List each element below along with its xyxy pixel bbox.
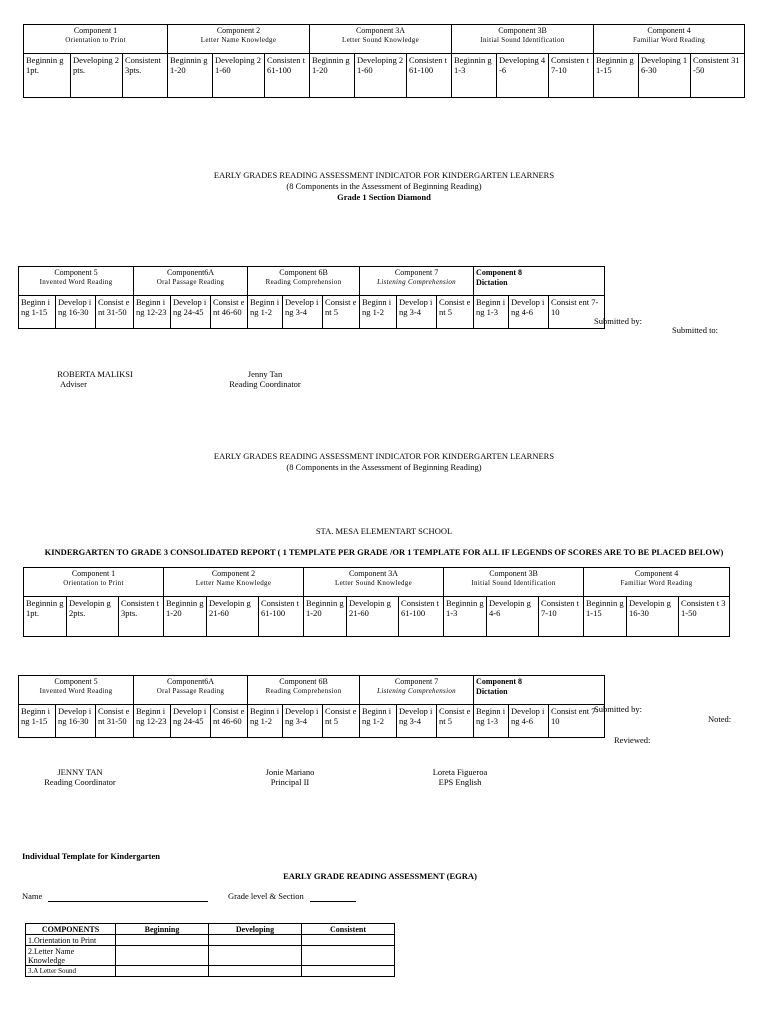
section1-subtitle: (8 Components in the Assessment of Beginning Reading): [286, 181, 482, 191]
component-6a-header: Component6A Oral Passage Reading: [134, 267, 248, 296]
component-3a-header: Component 3A Letter Sound Knowledge: [304, 568, 444, 597]
signatory-role: Principal II: [270, 777, 310, 787]
score-cell: Consisten t 7-10: [539, 597, 584, 637]
score-cell: Consist ent 31-50: [96, 705, 134, 738]
component-1-header: Component 1 Orientation to Print: [24, 568, 164, 597]
submitted-by-label: Submitted by:: [594, 704, 642, 714]
score-cell: Consist ent 31-50: [96, 296, 134, 329]
egra-row: [26, 966, 395, 977]
section1-title: EARLY GRADES READING ASSESSMENT INDICATOR FOR KINDERGARTEN LEARNERS: [213, 170, 555, 180]
signatory-coordinator: [25, 767, 135, 787]
component-table-4: [18, 675, 605, 738]
name-field[interactable]: [22, 891, 208, 902]
egra-header-consistent: Consistent: [302, 924, 395, 935]
score-cell: Consisten t 61-100: [265, 54, 310, 98]
signatory-role: Reading Coordinator: [229, 379, 301, 389]
signatory-name: ROBERTA MALIKSI: [57, 369, 133, 379]
score-cell: Develop ing 4-6: [509, 296, 549, 329]
score-cell: Consisten t 61-100: [259, 597, 304, 637]
component-header-row: [19, 676, 605, 705]
score-row: [24, 597, 730, 637]
score-cell: Consisten t 61-100: [399, 597, 444, 637]
component-1-header: Component 1 Orientation to Print: [24, 25, 168, 54]
score-cell: Beginnin g 1-20: [164, 597, 207, 637]
score-cell: Consist ent 46-60: [211, 296, 248, 329]
egra-input-cell[interactable]: [209, 935, 302, 946]
score-cell: Developing 21-60: [213, 54, 265, 98]
component-6b-header: Component 6B Reading Comprehension: [248, 676, 360, 705]
name-label: Name: [22, 891, 43, 901]
section1-grade: Grade 1 Section Diamond: [337, 192, 431, 202]
score-row: [24, 54, 745, 98]
score-cell: Consist ent 7-10: [549, 705, 605, 738]
score-row: [19, 705, 605, 738]
score-cell: Beginn ing 1-3: [474, 296, 509, 329]
component-5-header: Component 5 Invented Word Reading: [19, 676, 134, 705]
score-cell: Consisten t 7-10: [549, 54, 594, 98]
score-cell: Consist ent 5: [323, 705, 360, 738]
egra-input-cell[interactable]: [116, 935, 209, 946]
signatory-principal: [240, 767, 340, 787]
score-cell: Beginn ing 12-23: [134, 296, 171, 329]
score-cell: Beginnin g 1-15: [594, 54, 639, 98]
individual-template-label: Individual Template for Kindergarten: [22, 851, 160, 861]
signatory-name: Jenny Tan: [247, 369, 283, 379]
score-cell: Developing 4-6: [497, 54, 549, 98]
score-cell: Developin g 2pts.: [67, 597, 119, 637]
score-row: [19, 296, 605, 329]
component-table-2: [18, 266, 605, 329]
egra-component-label: 3.A Letter Sound: [26, 966, 116, 977]
score-cell: Developin g 16-30: [627, 597, 679, 637]
component-table-3: [23, 567, 730, 637]
component-6b-header: Component 6B Reading Comprehension: [248, 267, 360, 296]
signatory-adviser: [40, 369, 150, 389]
component-2-header: Component 2 Letter Name Knowledge: [164, 568, 304, 597]
signatory-eps: [410, 767, 510, 787]
score-cell: Develop ing 16-30: [56, 705, 96, 738]
component-7-header: Component 7 Listening Comprehension: [360, 676, 474, 705]
egra-row: [26, 946, 395, 966]
score-cell: Beginn ing 12-23: [134, 705, 171, 738]
egra-input-cell[interactable]: [302, 946, 395, 966]
component-header-row: [19, 267, 605, 296]
component-8-header: Component 8 Dictation: [474, 676, 605, 705]
egra-header-beginning: Beginning: [116, 924, 209, 935]
score-cell: Develop ing 4-6: [509, 705, 549, 738]
signatory-role: EPS English: [438, 777, 482, 787]
component-header-row: [24, 25, 745, 54]
school-name: STA. MESA ELEMENTART SCHOOL: [315, 526, 453, 536]
egra-input-cell[interactable]: [209, 946, 302, 966]
signatory-name: JENNY TAN: [57, 767, 103, 777]
score-cell: Beginnin g 1-15: [584, 597, 627, 637]
component-4-header: Component 4 Familiar Word Reading: [594, 25, 745, 54]
signatory-name: Jonie Mariano: [265, 767, 315, 777]
score-cell: Consist ent 5: [437, 296, 474, 329]
score-cell: Developin g 4-6: [487, 597, 539, 637]
signatory-name: Loreta Figueroa: [432, 767, 488, 777]
egra-title: EARLY GRADE READING ASSESSMENT (EGRA): [283, 871, 477, 881]
score-cell: Develop ing 24-45: [171, 296, 211, 329]
score-cell: Beginnin g 1-20: [304, 597, 347, 637]
score-cell: Consistent 31-50: [691, 54, 745, 98]
score-cell: Beginnin g 1-3: [444, 597, 487, 637]
section2-subtitle: (8 Components in the Assessment of Beginning Reading): [286, 462, 482, 472]
score-cell: Beginn ing 1-2: [360, 296, 397, 329]
score-cell: Consist ent 46-60: [211, 705, 248, 738]
score-cell: Beginn ing 1-2: [248, 296, 283, 329]
score-cell: Consist ent 5: [323, 296, 360, 329]
score-cell: Beginn ing 1-3: [474, 705, 509, 738]
score-cell: Develop ing 3-4: [397, 705, 437, 738]
score-cell: Develop ing 24-45: [171, 705, 211, 738]
component-3b-header: Component 3B Initial Sound Identification: [452, 25, 594, 54]
component-3b-header: Component 3B Initial Sound Identification: [444, 568, 584, 597]
noted-label: Noted:: [708, 714, 732, 724]
score-cell: Beginnin g 1-3: [452, 54, 497, 98]
egra-header-row: [26, 924, 395, 935]
egra-header-components: COMPONENTS: [26, 924, 116, 935]
submitted-by-label: Submitted by:: [594, 316, 642, 326]
score-cell: Develop ing 3-4: [397, 296, 437, 329]
section2-title: EARLY GRADES READING ASSESSMENT INDICATOR FOR KINDERGARTEN LEARNERS: [213, 451, 555, 461]
score-cell: Beginnin g 1pt.: [24, 597, 67, 637]
egra-component-label: 1.Orientation to Print: [26, 935, 116, 946]
score-cell: Developing 21-60: [355, 54, 407, 98]
score-cell: Consistent 3pts.: [123, 54, 168, 98]
score-cell: Consist ent 5: [437, 705, 474, 738]
component-table-1: [23, 24, 745, 98]
component-4-header: Component 4 Familiar Word Reading: [584, 568, 730, 597]
reviewed-label: Reviewed:: [614, 735, 651, 745]
component-2-header: Component 2 Letter Name Knowledge: [168, 25, 310, 54]
score-cell: Develop ing 3-4: [283, 705, 323, 738]
score-cell: Consisten t 3pts.: [119, 597, 164, 637]
component-6a-header: Component6A Oral Passage Reading: [134, 676, 248, 705]
grade-section-field[interactable]: [228, 891, 356, 902]
name-blank-line[interactable]: [48, 891, 208, 902]
signatory-role: Reading Coordinator: [44, 777, 116, 787]
score-cell: Developin g 21-60: [347, 597, 399, 637]
score-cell: Beginn ing 1-15: [19, 705, 56, 738]
grade-section-blank-line[interactable]: [310, 891, 356, 902]
score-cell: Developing 16-30: [639, 54, 691, 98]
score-cell: Beginnin g 1-20: [168, 54, 213, 98]
submitted-to-label: Submitted to:: [672, 325, 719, 335]
score-cell: Consisten t 61-100: [407, 54, 452, 98]
score-cell: Developin g 21-60: [207, 597, 259, 637]
egra-component-label: 2.Letter Name Knowledge: [26, 946, 116, 966]
component-8-header: Component 8 Dictation: [474, 267, 605, 296]
score-cell: Beginnin g 1pt.: [24, 54, 71, 98]
egra-table: [25, 923, 395, 977]
component-5-header: Component 5 Invented Word Reading: [19, 267, 134, 296]
egra-input-cell[interactable]: [302, 966, 395, 977]
score-cell: Developing 2pts.: [71, 54, 123, 98]
score-cell: Beginn ing 1-15: [19, 296, 56, 329]
signatory-coordinator: [215, 369, 315, 389]
score-cell: Beginn ing 1-2: [360, 705, 397, 738]
component-7-header: Component 7 Listening Comprehension: [360, 267, 474, 296]
component-header-row: [24, 568, 730, 597]
component-3a-header: Component 3A Letter Sound Knowledge: [310, 25, 452, 54]
score-cell: Develop ing 16-30: [56, 296, 96, 329]
score-cell: Beginn ing 1-2: [248, 705, 283, 738]
grade-section-label: Grade level & Section: [228, 891, 304, 901]
egra-input-cell[interactable]: [209, 966, 302, 977]
egra-header-developing: Developing: [209, 924, 302, 935]
egra-input-cell[interactable]: [116, 966, 209, 977]
score-cell: Consisten t 31-50: [679, 597, 730, 637]
egra-row: [26, 935, 395, 946]
consolidated-report-title: KINDERGARTEN TO GRADE 3 CONSOLIDATED REPORT ( 1 TEMPLATE PER GRADE /OR 1 TEMPLATE FOR ALL IF LEGENDS OF SCORES ARE TO BE PLACED BELOW): [44, 547, 724, 557]
score-cell: Consist ent 7-10: [549, 296, 605, 329]
egra-input-cell[interactable]: [116, 946, 209, 966]
egra-input-cell[interactable]: [302, 935, 395, 946]
score-cell: Beginnin g 1-20: [310, 54, 355, 98]
score-cell: Develop ing 3-4: [283, 296, 323, 329]
signatory-role: Adviser: [60, 379, 87, 389]
